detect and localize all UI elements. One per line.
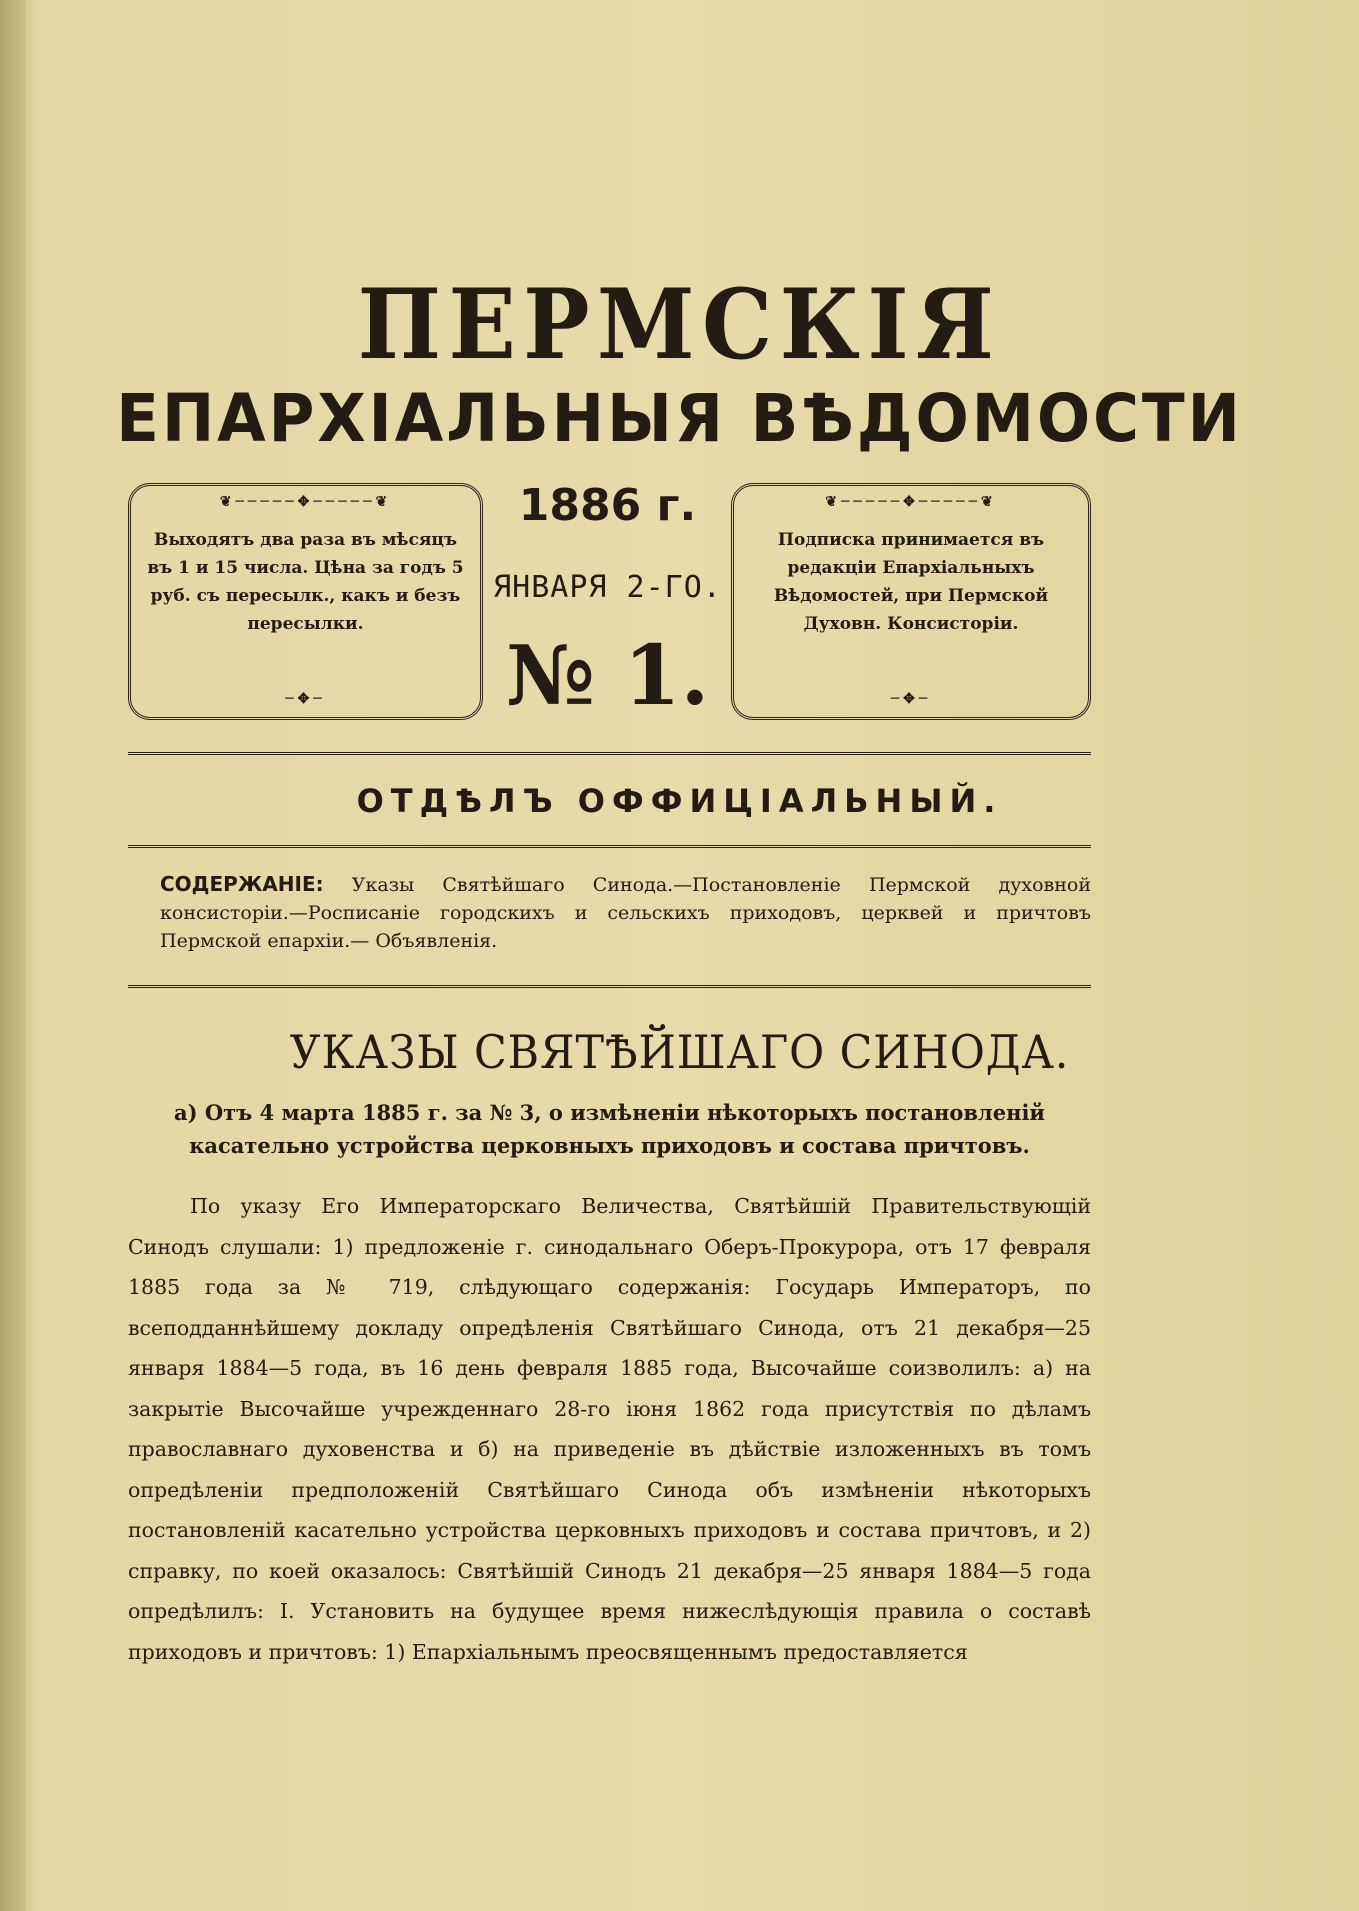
article-heading: УКАЗЫ СВЯТѢЙШАГО СИНОДА. [289, 1025, 1070, 1079]
publication-info-box [128, 483, 483, 720]
contents-text: Указы Святѣйшаго Синода.—Постановленіе Пермской духовной консисторіи.—Росписаніе городскихъ и сельскихъ приходовъ, церквей и причтовъ Пермской епархіи.— Объявленія. [160, 874, 1091, 952]
ornament-top: ❦─────✥─────❦ [825, 494, 997, 510]
article-body: По указу Его Императорскаго Величества, Святѣйшій Правительствующій Синодъ слушали: 1) предложеніе г. синодальнаго Оберъ-Прокурора, отъ 17 февраля 1885 года за № 719, слѣдующаго содержанія: Государь Императоръ, по всеподданнѣйшему докладу опредѣленія Святѣйшаго Синода, отъ 21 декабря—25 января 1884—5 года, въ 16 день февраля 1885 года, Высочайше соизволилъ: а) на закрытіе Высочайше учрежденнаго 28-го іюня 1862 года присутствія по дѣламъ православнаго духовенства и б) на приведеніе въ дѣйствіе изложенныхъ въ томъ опредѣленіи предположеній Святѣйшаго Синода объ измѣненіи нѣкоторыхъ постановленій касательно устройства церковныхъ приходовъ и состава причтовъ, и 2) справку, по коей оказалось: Святѣйшій Синодъ 21 декабря—25 января 1884—5 года опредѣлилъ: I. Установить на будущее время нижеслѣдующія правила о составѣ приходовъ и причтовъ: 1) Епархіальнымъ преосвященнымъ предоставляется [128, 1194, 1091, 1664]
divider-rule [128, 845, 1091, 848]
issue-date: ЯНВАРЯ 2-ГО. [493, 570, 722, 605]
article-subheading: а) Отъ 4 марта 1885 г. за № 3, о измѣненіи нѣкоторыхъ постановленій касательно устройства церковныхъ приходовъ и состава причтовъ. [173, 1100, 1046, 1158]
issue-year: 1886 г. [518, 480, 697, 531]
issue-number: № 1. [505, 628, 710, 724]
ornament-bottom: ─✥─ [890, 691, 932, 707]
divider-rule [128, 985, 1091, 988]
section-title: ОТДѢЛЪ ОФФИЦІАЛЬНЫЙ. [356, 782, 1003, 820]
ornament-bottom: ─✥─ [285, 691, 326, 707]
contents-label: СОДЕРЖАНІЕ: [160, 872, 324, 896]
ornament-top: ❦─────✥─────❦ [219, 494, 392, 510]
masthead-title-line1: ПЕРМСКІЯ [357, 268, 1002, 381]
page-spine [0, 0, 26, 1911]
subscription-info-text: Подписка принимается въ редакціи Епархіальныхъ Вѣдомостей, при Пермской Духовн. Консисторіи. [773, 530, 1049, 634]
divider-rule [128, 752, 1091, 755]
subscription-info-box [731, 483, 1091, 720]
contents-block [160, 870, 1091, 955]
publication-info-text: Выходятъ два раза въ мѣсяцъ въ 1 и 15 числа. Цѣна за годъ 5 руб. съ пересылк., какъ и безъ пересылки. [147, 530, 464, 634]
masthead-title-line2: ЕПАРХІАЛЬНЫЯ ВѢДОМОСТИ [116, 380, 1243, 457]
